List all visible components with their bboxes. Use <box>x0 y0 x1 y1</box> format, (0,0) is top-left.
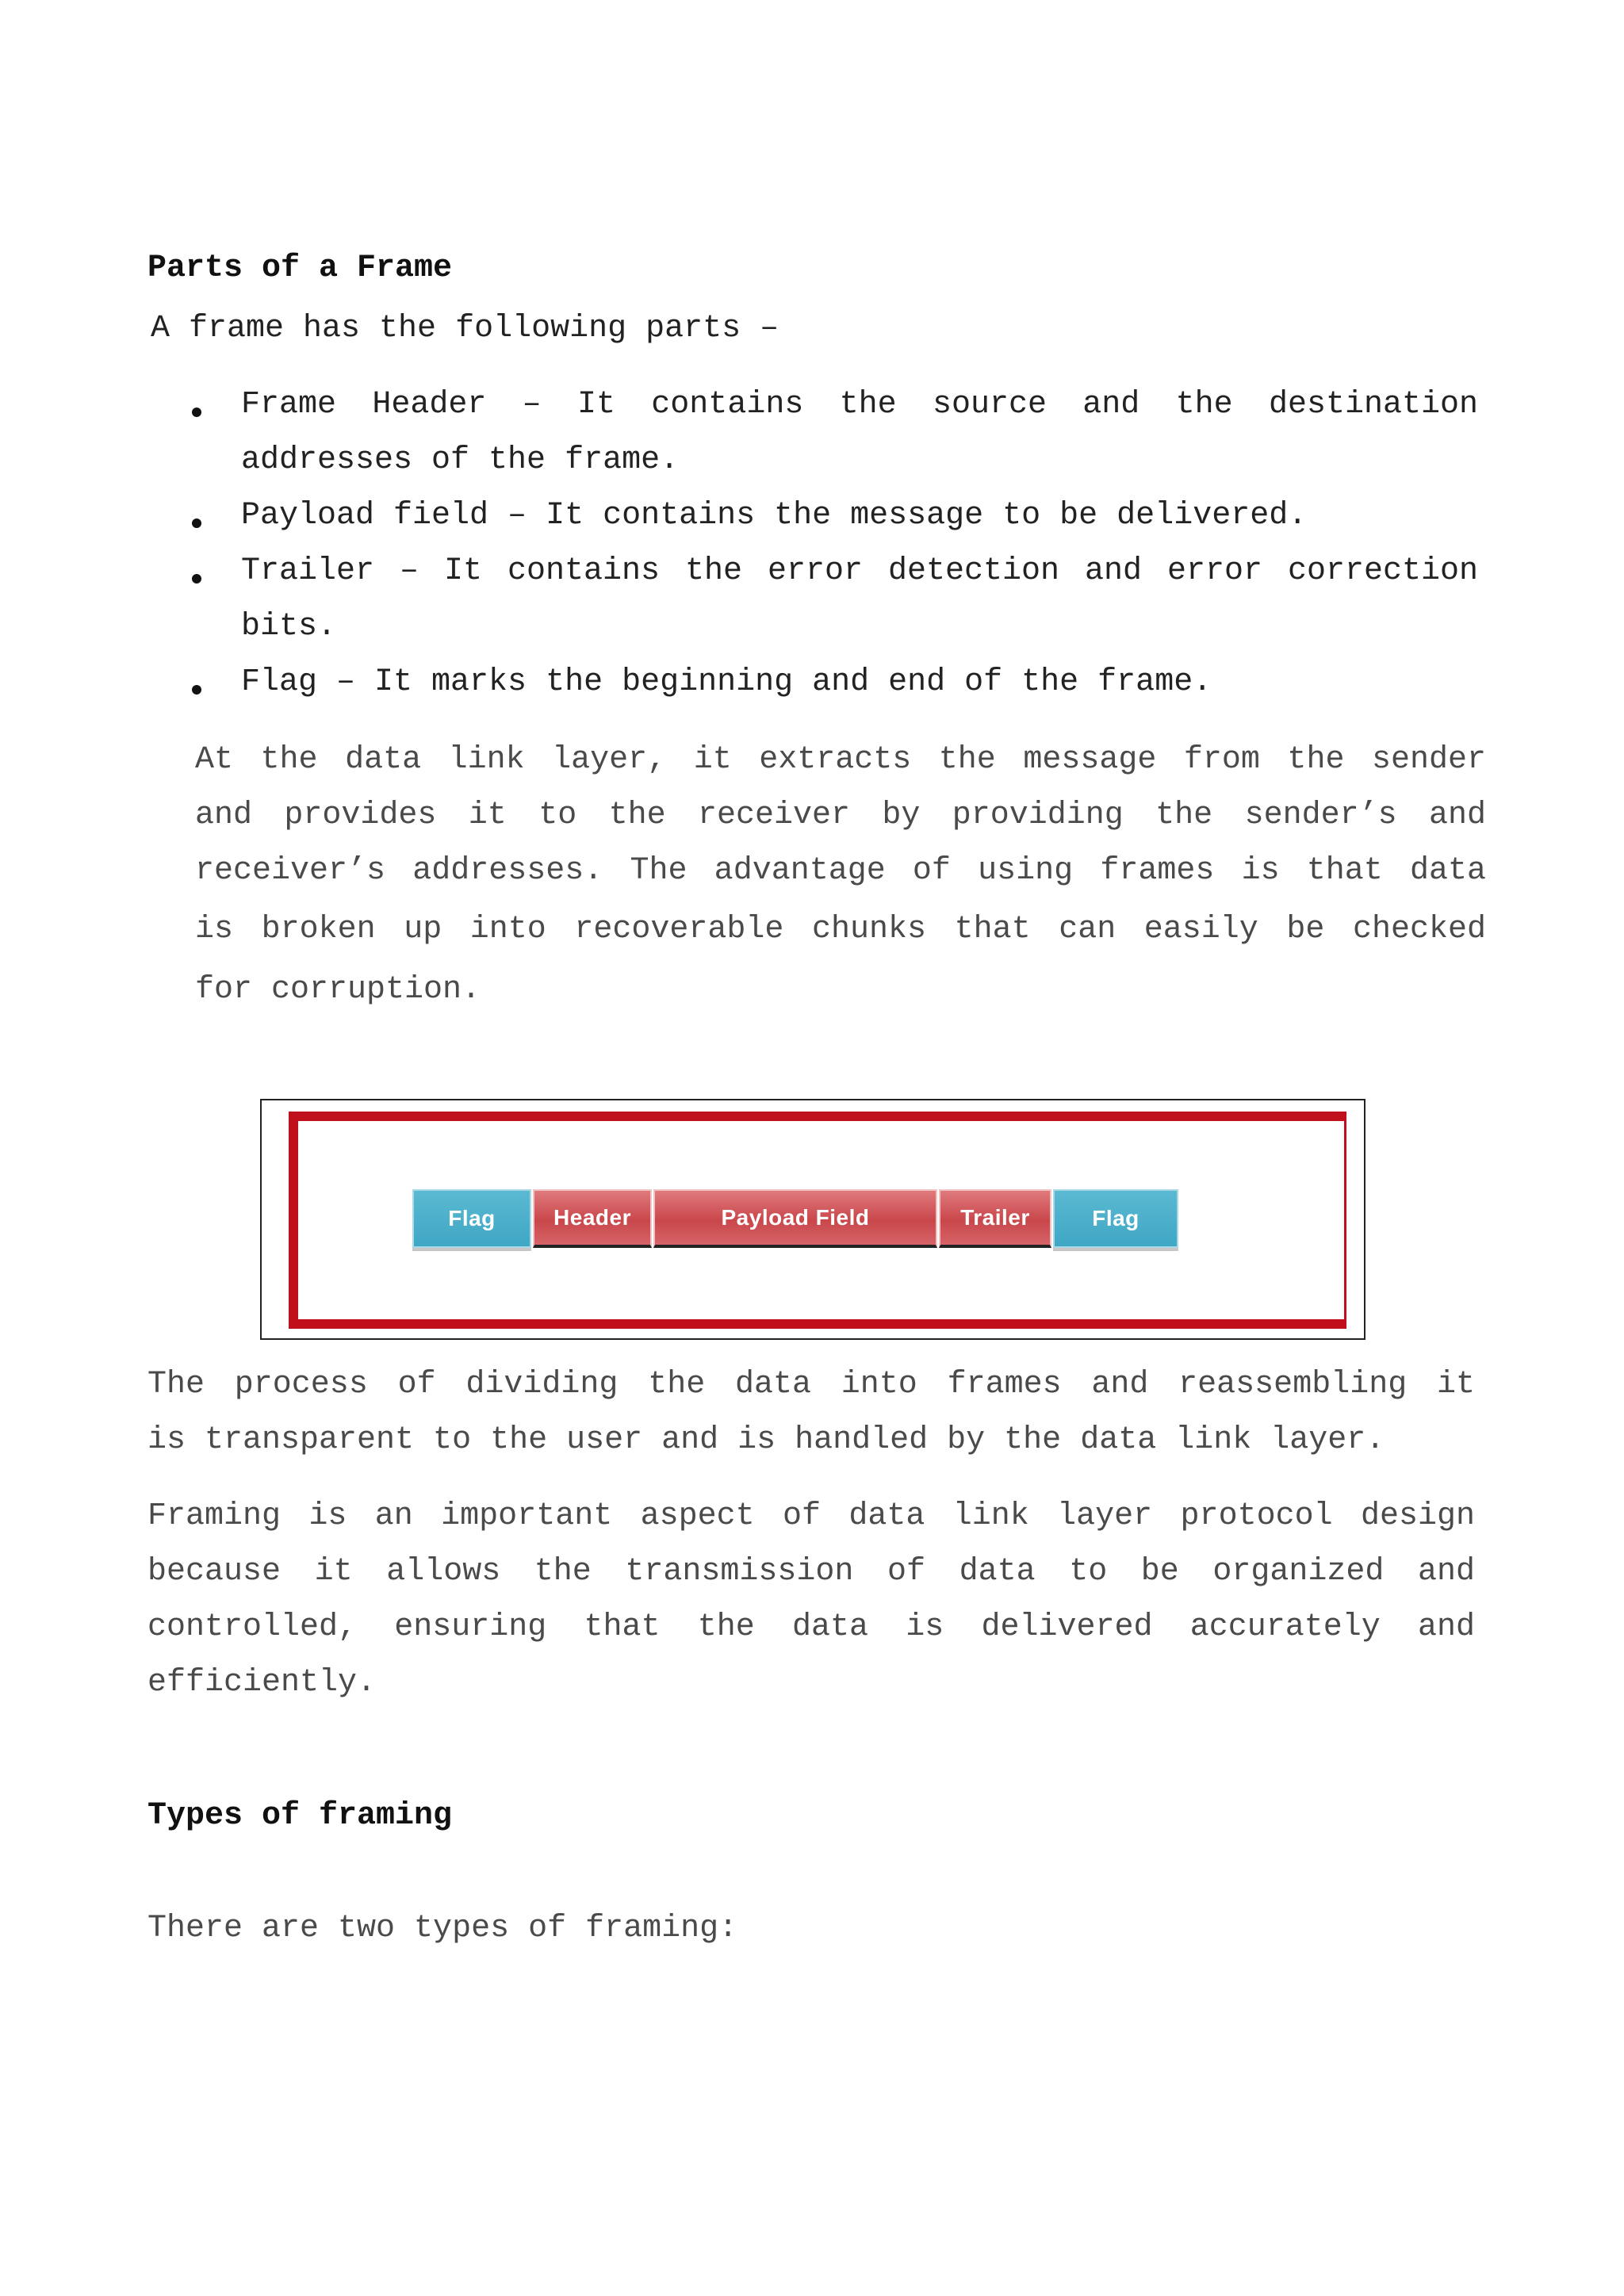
paragraph-line: for corruption. <box>195 972 481 1008</box>
bullet-dot <box>192 519 201 528</box>
types-of-framing-text: There are two types of framing: <box>147 1911 738 1946</box>
bullet-frame-header-line-2: addresses of the frame. <box>241 442 680 478</box>
bullet-payload-field: Payload field – It contains the message to be delivered. <box>241 498 1308 534</box>
frame-segment-flag-end: Flag <box>1053 1189 1178 1248</box>
bullet-dot <box>192 685 201 695</box>
bullet-flag: Flag – It marks the beginning and end of the frame. <box>241 664 1212 700</box>
paragraph-line: Framing is an important aspect of data link layer protocol design <box>147 1498 1475 1534</box>
paragraph-line: receiver’s addresses. The advantage of using frames is that data <box>195 853 1486 889</box>
bullet-trailer-line-1: Trailer – It contains the error detection and error correction <box>241 553 1478 589</box>
paragraph-line: and provides it to the receiver by providing the sender’s and <box>195 798 1486 833</box>
paragraph-line: because it allows the transmission of data to be organized and <box>147 1554 1475 1590</box>
paragraph-line: At the data link layer, it extracts the message from the sender <box>195 742 1486 778</box>
section-heading-parts-of-a-frame: Parts of a Frame <box>147 251 453 286</box>
frame-segment-flag-start: Flag <box>412 1189 531 1248</box>
frame-structure-figure <box>260 1099 1365 1340</box>
paragraph-line: is transparent to the user and is handled by the data link layer. <box>147 1422 1385 1458</box>
bullet-frame-header-line-1: Frame Header – It contains the source and the destination <box>241 387 1478 423</box>
frame-segment-header: Header <box>533 1189 652 1248</box>
frame-segment-trailer: Trailer <box>939 1189 1051 1248</box>
frame-segment-payload-field: Payload Field <box>653 1189 937 1248</box>
bullet-trailer-line-2: bits. <box>241 609 337 645</box>
bullet-dot <box>192 574 201 584</box>
paragraph-line: is broken up into recoverable chunks that can easily be checked <box>195 912 1486 947</box>
section-heading-types-of-framing: Types of framing <box>147 1798 453 1834</box>
paragraph-line: The process of dividing the data into frames and reassembling it <box>147 1367 1475 1402</box>
paragraph-line: controlled, ensuring that the data is delivered accurately and <box>147 1609 1475 1645</box>
bullet-dot <box>192 408 201 417</box>
intro-text: A frame has the following parts – <box>151 311 779 346</box>
paragraph-line: efficiently. <box>147 1665 377 1701</box>
